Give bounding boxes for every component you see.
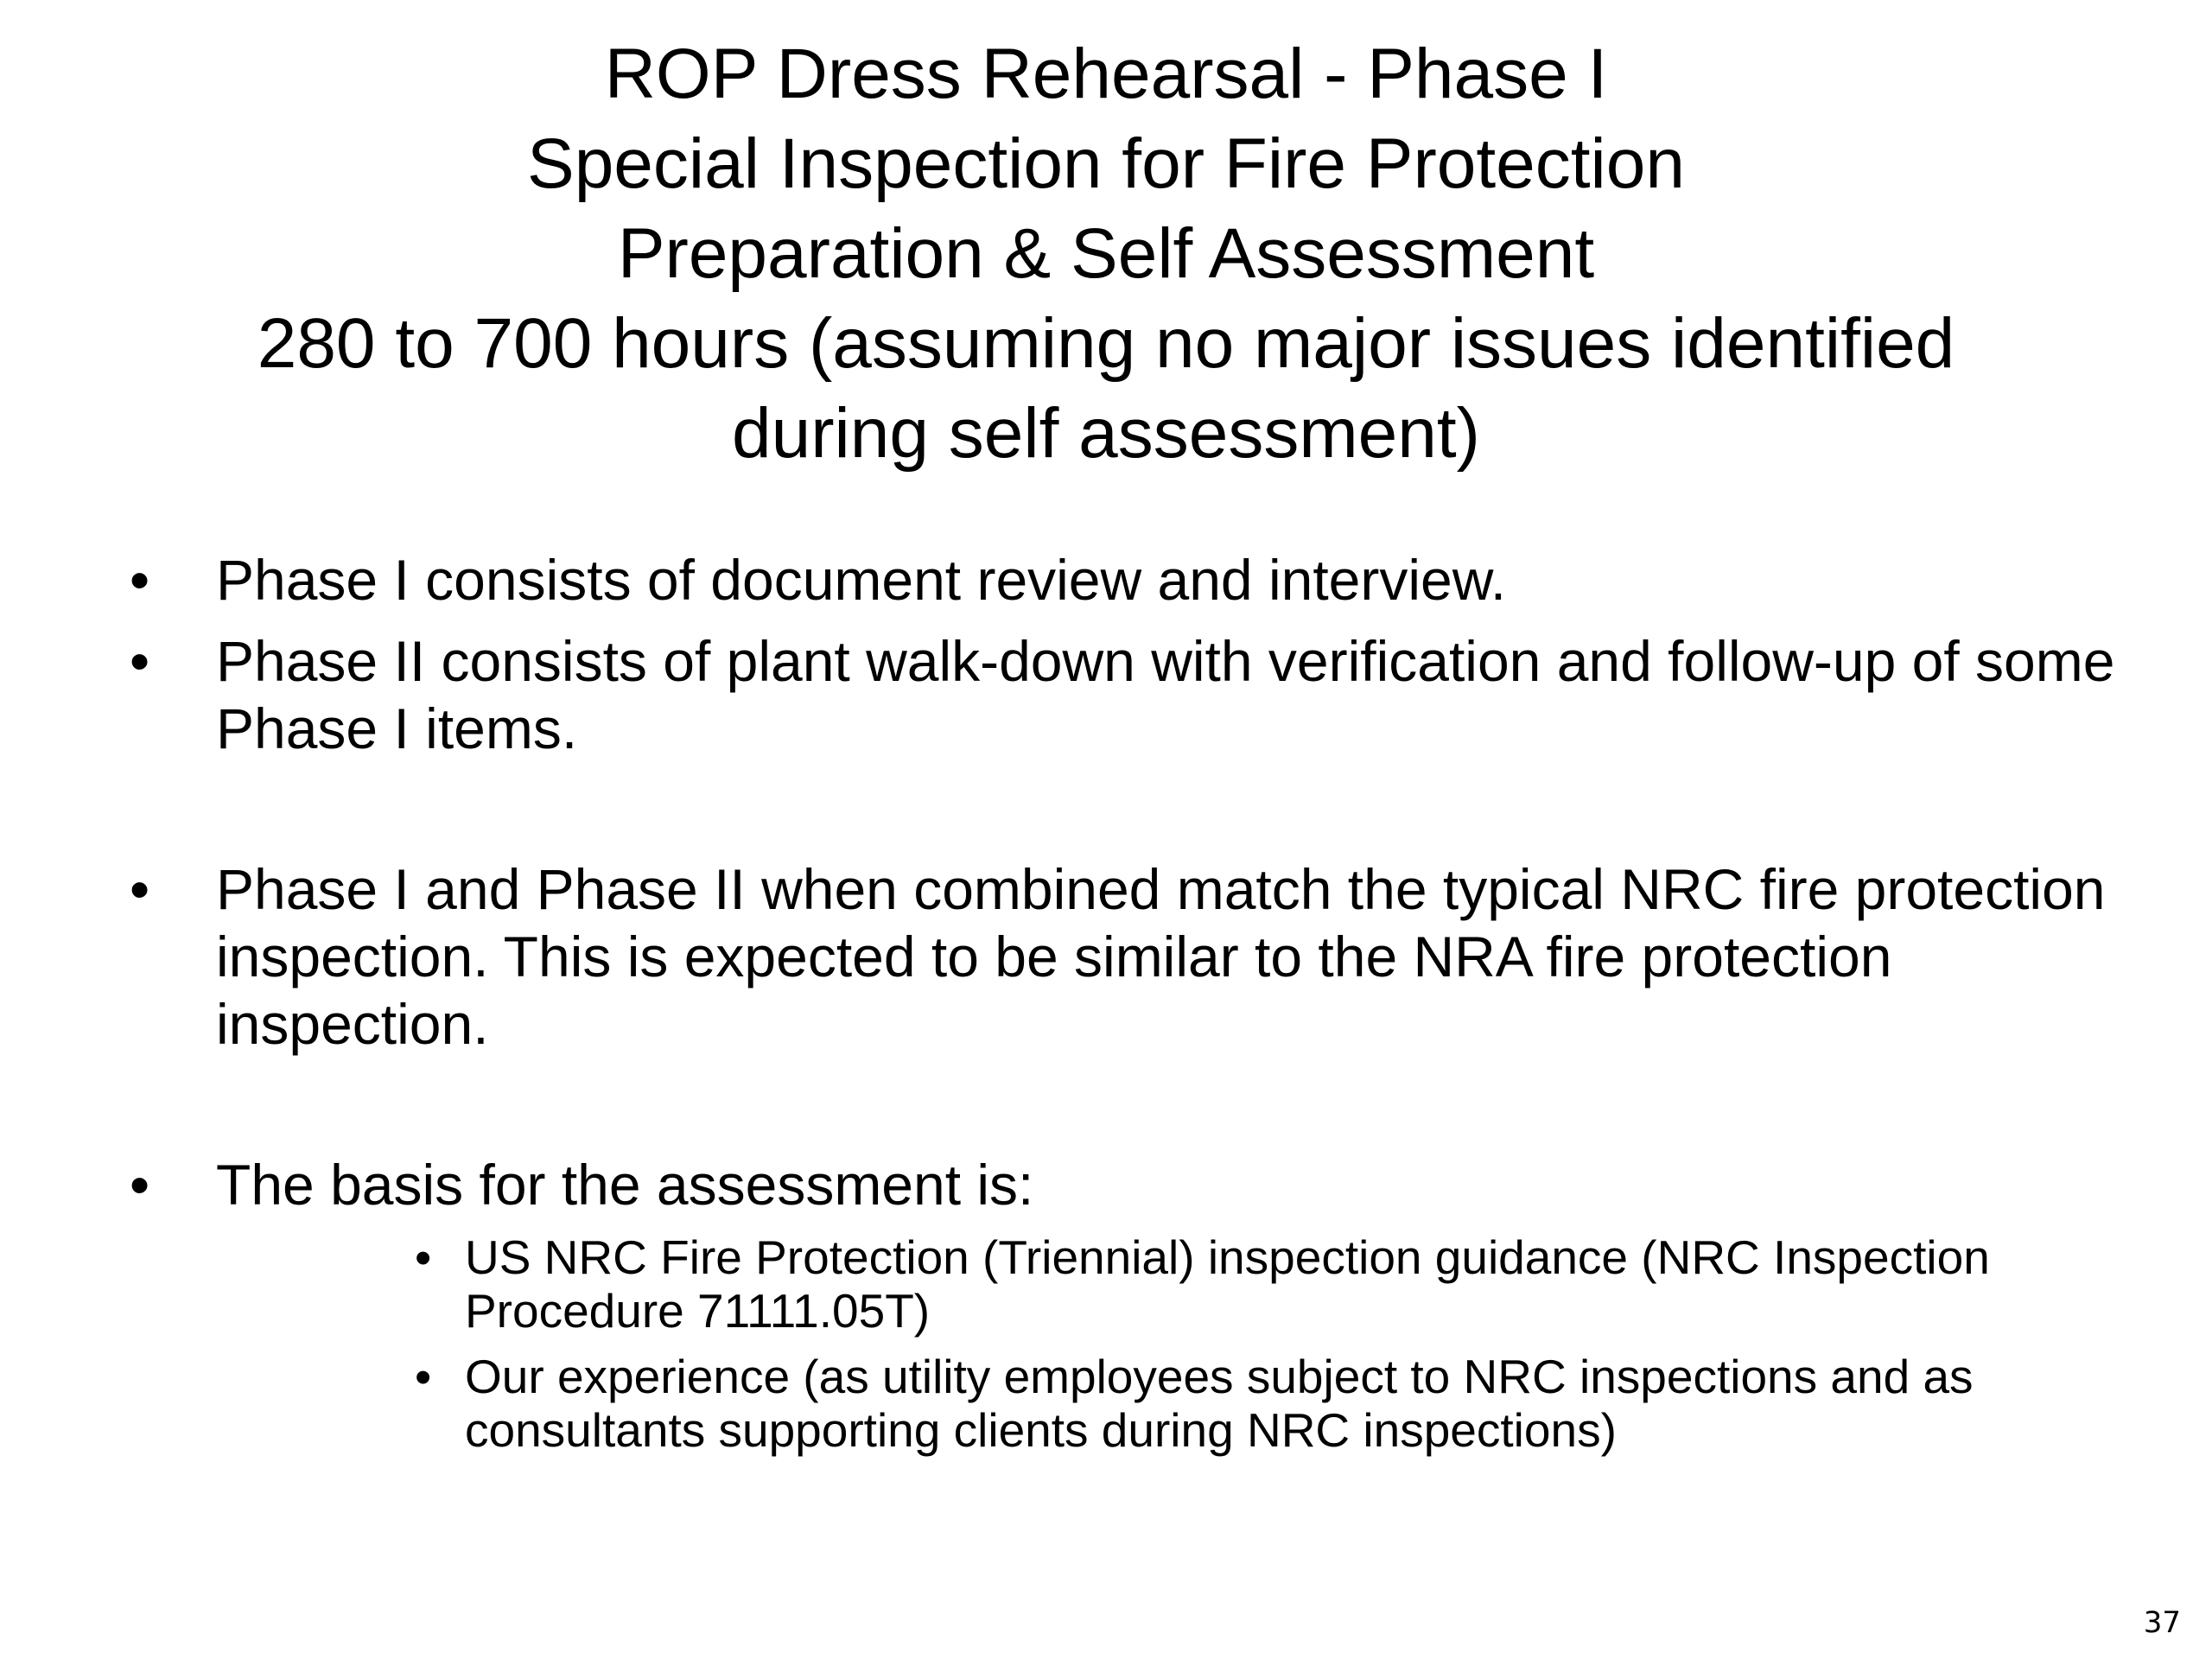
title-line-3: Preparation & Self Assessment [617,214,1595,293]
title-line-4: 280 to 700 hours (assuming no major issues identified [257,304,1955,383]
slide-title [0,29,2212,479]
bullet-marker: • [130,1153,150,1217]
sub-bullet-item-nrc-guidance [415,1230,2150,1338]
bullet-text: Phase II consists of plant walk-down with verification and follow-up of some Phase I items. [216,629,2115,760]
title-line-5: during self assessment) [732,394,1480,473]
sub-bullet-item-experience [415,1350,2150,1457]
bullet-item-combined [130,855,2117,1058]
title-line-2: Special Inspection for Fire Protection [527,124,1685,203]
bullet-text: Phase I consists of document review and interview. [216,548,1507,612]
sub-bullet-marker: • [415,1230,432,1284]
title-line-1: ROP Dress Rehearsal - Phase I [604,35,1608,113]
bullet-item-phase-1 [130,546,2117,613]
sub-bullet-marker: • [415,1350,432,1403]
sub-bullet-text: US NRC Fire Protection (Triennial) inspection guidance (NRC Inspection Procedure 71111.05T) [465,1230,1990,1338]
bullet-list [130,546,2117,1457]
bullet-marker: • [130,857,150,921]
bullet-item-phase-2 [130,627,2117,762]
bullet-text: Phase I and Phase II when combined match the typical NRC fire protection inspection. This is expected to be similar to the NRA fire protection inspection. [216,857,2106,1056]
bullet-marker: • [130,629,150,693]
bullet-item-basis [130,1151,2117,1218]
sub-bullet-list [130,1230,2117,1457]
bullet-text: The basis for the assessment is: [216,1153,1034,1217]
bullet-marker: • [130,548,150,612]
page-number: 37 [2143,1605,2181,1640]
sub-bullet-text: Our experience (as utility employees subject to NRC inspections and as consultants supporting clients during NRC inspections) [465,1350,1974,1457]
